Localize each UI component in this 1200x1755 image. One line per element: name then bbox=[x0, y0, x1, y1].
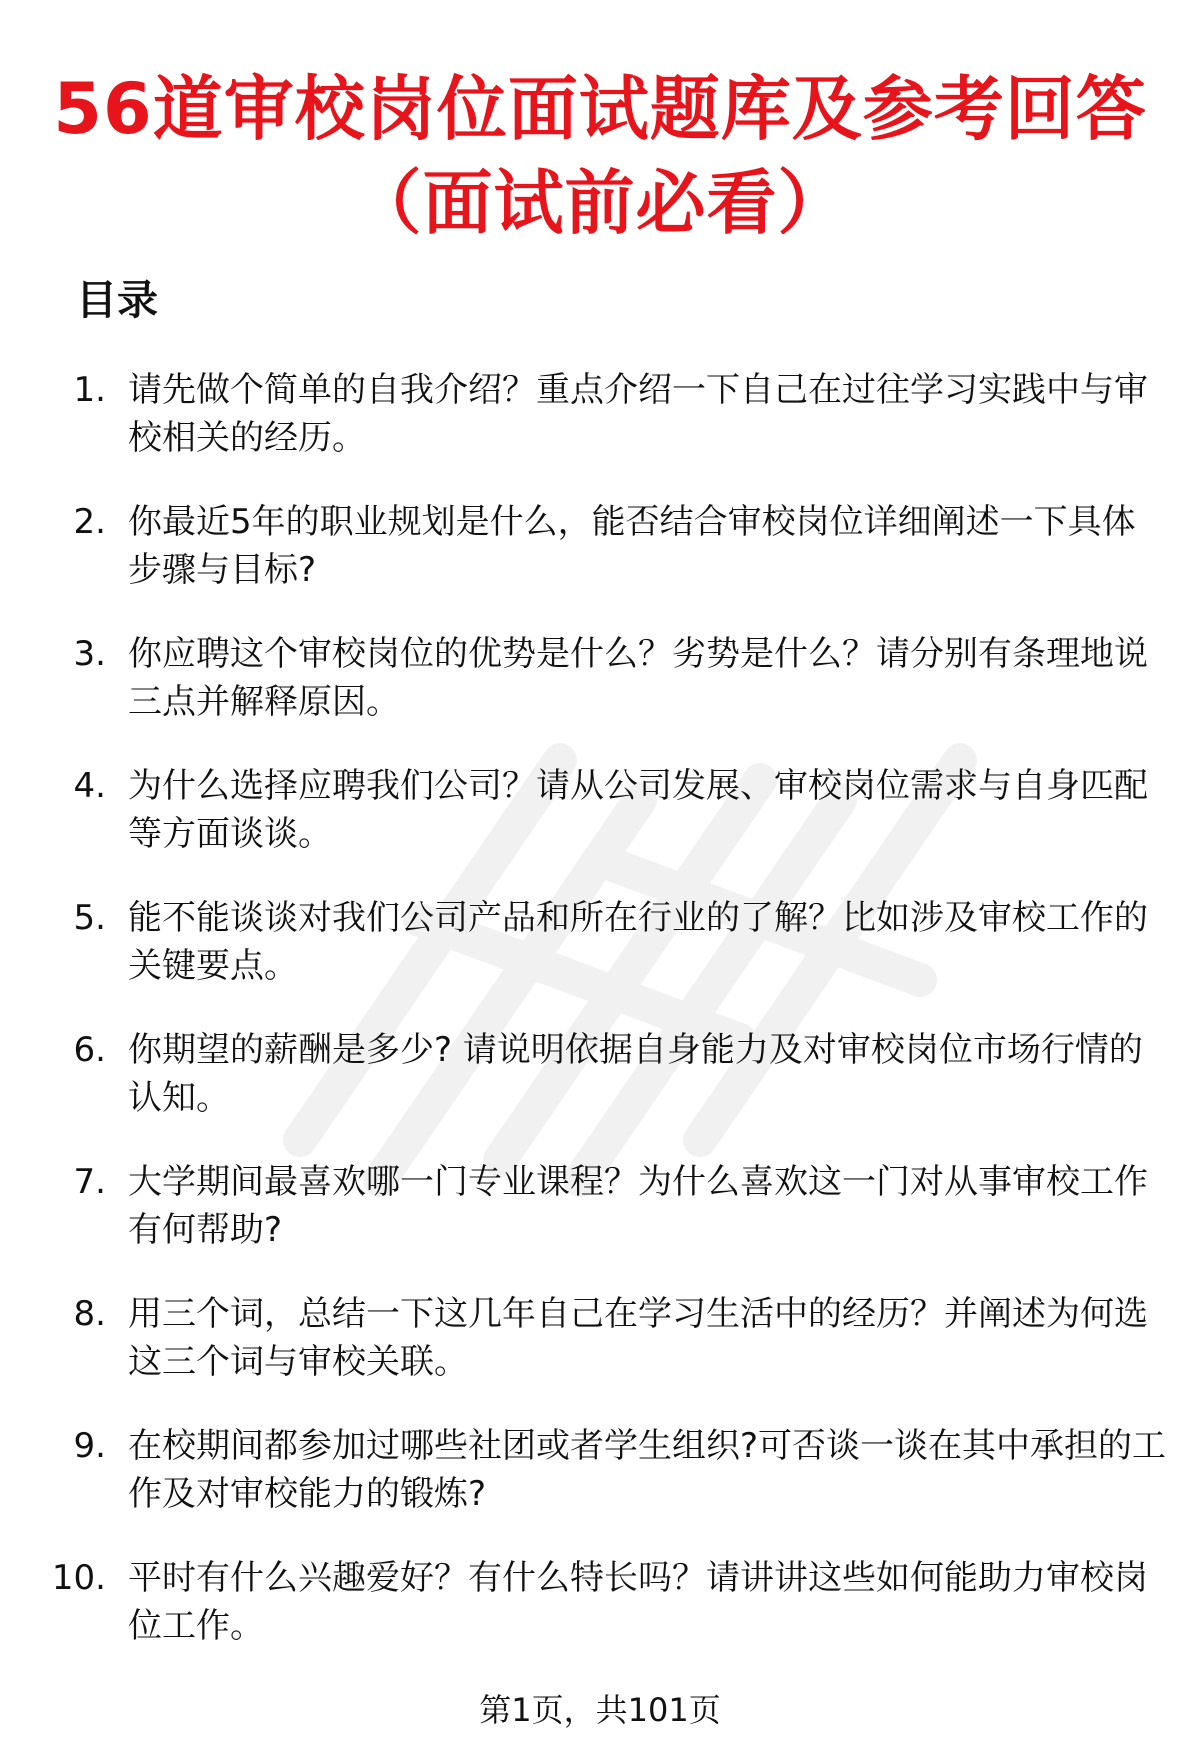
toc-item-text: 请先做个简单的自我介绍？重点介绍一下自己在过往学习实践中与审校相关的经历。 bbox=[128, 370, 1148, 458]
toc-item-text: 你应聘这个审校岗位的优势是什么？劣势是什么？请分别有条理地说三点并解释原因。 bbox=[128, 634, 1148, 722]
toc-item-text: 用三个词，总结一下这几年自己在学习生活中的经历？并阐述为何选这三个词与审校关联。 bbox=[128, 1294, 1148, 1382]
toc-item-number: 6. bbox=[73, 1030, 106, 1070]
toc-item-text: 能不能谈谈对我们公司产品和所在行业的了解？比如涉及审校工作的关键要点。 bbox=[128, 898, 1148, 986]
toc-item bbox=[0, 1554, 1200, 1686]
document-title: 56道审校岗位面试题库及参考回答 bbox=[53, 68, 1147, 150]
toc-item-number: 4. bbox=[73, 766, 106, 806]
toc-item-text: 你期望的薪酬是多少? 请说明依据自身能力及对审校岗位市场行情的认知。 bbox=[128, 1030, 1143, 1118]
toc-item bbox=[0, 1290, 1200, 1422]
toc-item-text: 为什么选择应聘我们公司？请从公司发展、审校岗位需求与自身匹配等方面谈谈。 bbox=[128, 766, 1148, 854]
toc-item bbox=[0, 498, 1200, 630]
toc-item-number: 9. bbox=[73, 1426, 106, 1466]
toc-item-number: 7. bbox=[73, 1162, 106, 1202]
toc-heading: 目录 bbox=[76, 276, 158, 324]
toc-item bbox=[0, 1422, 1200, 1554]
toc-list bbox=[0, 366, 1200, 1686]
toc-item bbox=[0, 630, 1200, 762]
toc-item bbox=[0, 1026, 1200, 1158]
toc-item-text: 平时有什么兴趣爱好？有什么特长吗？请讲讲这些如何能助力审校岗位工作。 bbox=[128, 1558, 1148, 1646]
toc-item-text: 你最近5年的职业规划是什么，能否结合审校岗位详细阐述一下具体步骤与目标? bbox=[128, 502, 1136, 590]
toc-item-number: 2. bbox=[73, 502, 106, 542]
toc-item-number: 8. bbox=[73, 1294, 106, 1334]
toc-item-number: 1. bbox=[73, 370, 106, 410]
toc-item-number: 5. bbox=[73, 898, 106, 938]
toc-item-number: 3. bbox=[73, 634, 106, 674]
toc-item bbox=[0, 366, 1200, 498]
toc-item-text: 大学期间最喜欢哪一门专业课程？为什么喜欢这一门对从事审校工作有何帮助? bbox=[128, 1162, 1148, 1250]
page-footer: 第1页，共101页 bbox=[479, 1691, 721, 1729]
toc-item bbox=[0, 894, 1200, 1026]
toc-item bbox=[0, 1158, 1200, 1290]
toc-item bbox=[0, 762, 1200, 894]
toc-item-number: 10. bbox=[51, 1558, 106, 1598]
document-subtitle: （面试前必看） bbox=[351, 162, 849, 244]
toc-item-text: 在校期间都参加过哪些社团或者学生组织?可否谈一谈在其中承担的工作及对审校能力的锻炼? bbox=[128, 1426, 1167, 1514]
